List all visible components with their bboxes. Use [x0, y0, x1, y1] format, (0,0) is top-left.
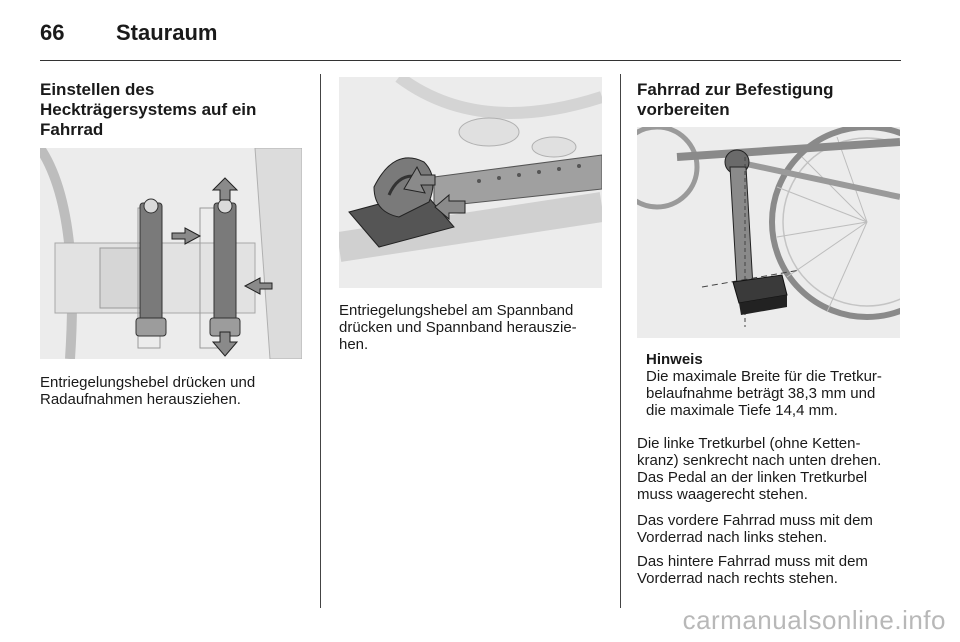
note-line: Die maximale Breite für die Tretkur-: [646, 368, 882, 385]
paragraph-crank-position: [637, 435, 907, 503]
caption-line: Entriegelungshebel drücken und: [40, 374, 256, 391]
column-divider-right: [620, 74, 621, 608]
heading-line: Fahrrad zur Befestigung: [637, 80, 834, 99]
heading-line: vorbereiten: [637, 100, 730, 119]
watermark: carmanualsonline.info: [682, 605, 946, 635]
caption-wheel-holders: [40, 374, 310, 408]
caption-line: Entriegelungshebel am Spannband: [339, 302, 574, 319]
heading-line: Heckträgersystems auf ein: [40, 100, 257, 119]
page-header: [40, 18, 900, 58]
note-box: [646, 351, 906, 419]
note-line: die maximale Tiefe 14,4 mm.: [646, 402, 838, 419]
heading-bike-carrier-adjust: [40, 80, 310, 140]
heading-line: Fahrrad: [40, 120, 104, 139]
heading-line: Einstellen des: [40, 80, 155, 99]
figure-strap-release: [339, 77, 602, 288]
paragraph-line: Die linke Tretkurbel (ohne Ketten-: [637, 435, 861, 452]
paragraph-front-bike: [637, 512, 907, 546]
paragraph-line: Vorderrad nach links stehen.: [637, 529, 828, 546]
note-title: Hinweis: [646, 351, 703, 368]
note-line: belaufnahme beträgt 38,3 mm und: [646, 385, 876, 402]
column-divider-left: [320, 74, 321, 608]
caption-line: drücken und Spannband herauszie-: [339, 319, 577, 336]
figure-pedal-position: [637, 127, 900, 338]
paragraph-line: Das hintere Fahrrad muss mit dem: [637, 553, 868, 570]
page-number: 66: [40, 20, 65, 45]
paragraph-line: Das vordere Fahrrad muss mit dem: [637, 512, 873, 529]
paragraph-line: Das Pedal an der linken Tretkurbel: [637, 469, 868, 486]
caption-line: hen.: [339, 336, 369, 353]
paragraph-line: kranz) senkrecht nach unten drehen.: [637, 452, 882, 469]
header-divider: [40, 60, 901, 61]
paragraph-line: Vorderrad nach rechts stehen.: [637, 570, 838, 587]
section-title: Stauraum: [116, 20, 218, 45]
heading-prepare-bike: [637, 80, 907, 120]
paragraph-line: muss waagerecht stehen.: [637, 486, 808, 503]
caption-strap-release: [339, 302, 609, 353]
figure-wheel-holders: [40, 148, 302, 359]
paragraph-rear-bike: [637, 553, 907, 587]
caption-line: Radaufnahmen herausziehen.: [40, 391, 241, 408]
